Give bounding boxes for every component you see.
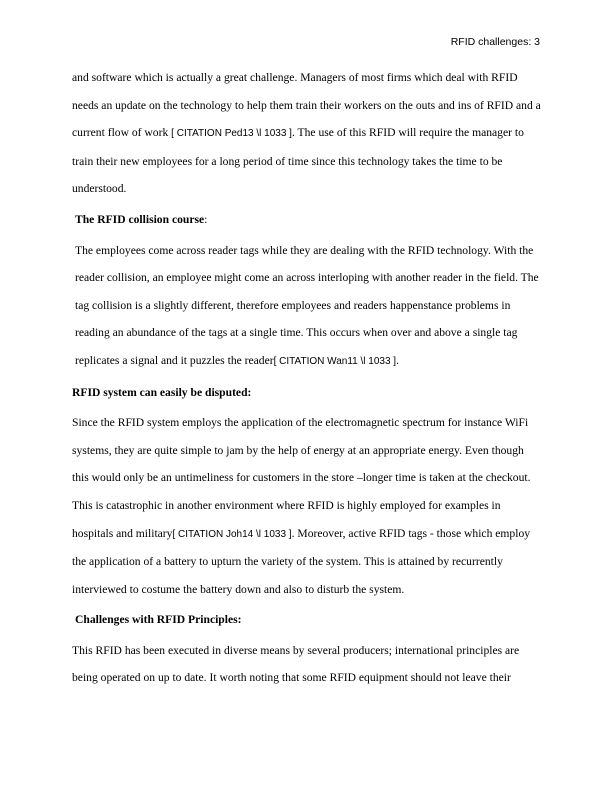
citation-joh14: [ CITATION Joh14 \l 1033 ] [172, 528, 292, 540]
body-text [72, 64, 542, 692]
paragraph-1-text-b: . The use of this RFID will require the manager to train their new employees for a long period of time since this technology takes the time to be understood. [72, 126, 524, 196]
paragraph-4: This RFID has been executed in diverse means by several producers; international principles are being operated on up to date. It worth noting that some RFID equipment should not leave their [72, 643, 520, 685]
paragraph-3 [72, 409, 542, 603]
running-head: RFID challenges: 3 [450, 36, 540, 48]
paragraph-2-text-a: The employees come across reader tags while they are dealing with the RFID technology. With the reader collision, an employee might come an across interloping with another reader in the field. The tag collision is a slightly different, therefore employees and readers happenstance problems in reading an abundance of the tags at a single time. This occurs when over and above a single tag replicates a signal and it puzzles the reader [75, 243, 539, 367]
paragraph-2 [72, 237, 542, 376]
paragraph-1-text-a: and software which is actually a great challenge. Managers of most firms which deal with RFID needs an update on the technology to help them train their workers on the outs and ins of RFID and a current flow of work [72, 71, 541, 140]
citation-wan11: [ CITATION Wan11 \l 1033 ] [273, 355, 397, 367]
heading-collision-course-colon: : [204, 212, 208, 226]
paragraph-2-text-b: . [396, 353, 399, 367]
heading-rfid-principles: Challenges with RFID Principles: [75, 613, 242, 627]
heading-system-disputed: RFID system can easily be disputed: [72, 385, 252, 399]
paragraph-3-text-b: . Moreover, active RFID tags - those which employ the application of a battery to upturn the variety of the system. This is attained by recurrently interviewed to costume the battery down and also to disturb the system. [72, 526, 531, 596]
heading-collision-course-title: The RFID collision course [75, 212, 205, 226]
paragraph-3-text-a: Since the RFID system employs the application of the electromagnetic spectrum for instance WiFi systems, they are quite simple to jam by the help of energy at an appropriate energy. Even though this would only be an untimeliness for customers in the store –longer time is taken at the checkout. This is catastrophic in another environment where RFID is highly employed for examples in hospitals and military [72, 416, 531, 540]
paragraph-1 [72, 64, 542, 203]
citation-ped13: [ CITATION Ped13 \l 1033 ] [171, 128, 292, 140]
heading-collision-course [72, 206, 542, 234]
